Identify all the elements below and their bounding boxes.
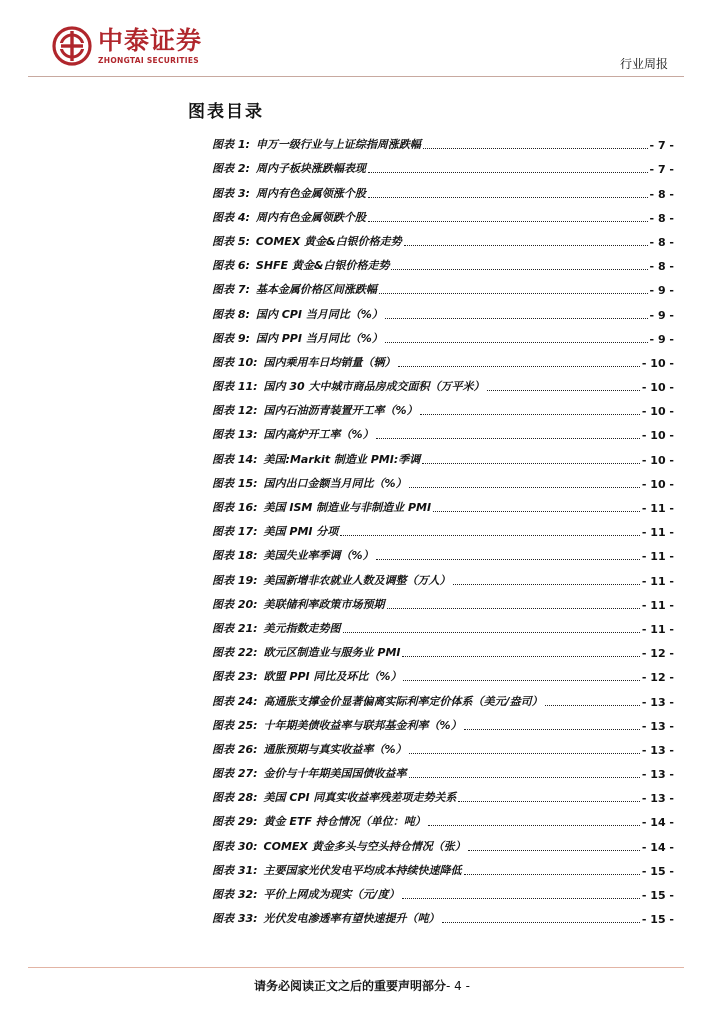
toc-entry[interactable] bbox=[212, 829, 674, 853]
toc-entry[interactable] bbox=[212, 563, 674, 587]
toc-entry[interactable] bbox=[212, 612, 674, 636]
toc-entry-label: 图表 12: bbox=[212, 404, 258, 418]
toc-entry-label: 图表 10: bbox=[212, 355, 258, 369]
toc-entry[interactable] bbox=[212, 805, 674, 829]
toc-dot-leader bbox=[402, 655, 639, 657]
toc-dot-leader bbox=[403, 679, 639, 681]
toc-entry-page: - 14 - bbox=[641, 840, 674, 854]
toc-list bbox=[212, 128, 674, 926]
toc-entry[interactable] bbox=[212, 854, 674, 878]
header-divider bbox=[28, 76, 684, 77]
toc-entry-page: - 9 - bbox=[649, 332, 674, 346]
toc-entry-title: COMEX 黄金多头与空头持仓情况（张） bbox=[263, 839, 466, 853]
page-header bbox=[0, 0, 724, 80]
company-logo bbox=[52, 26, 222, 72]
zhongtai-logo-icon bbox=[52, 26, 92, 66]
toc-entry-title: 美国失业率季调（%） bbox=[263, 549, 374, 563]
toc-entry[interactable] bbox=[212, 273, 674, 297]
toc-entry-page: - 10 - bbox=[641, 453, 674, 467]
toc-entry-page: - 7 - bbox=[649, 139, 674, 153]
toc-entry[interactable] bbox=[212, 781, 674, 805]
toc-entry[interactable] bbox=[212, 515, 674, 539]
toc-entry-title: 申万一级行业与上证综指周涨跌幅 bbox=[255, 138, 421, 152]
toc-entry-label: 图表 27: bbox=[212, 767, 258, 781]
toc-entry-page: - 10 - bbox=[641, 477, 674, 491]
toc-entry-title: 美国 CPI 同真实收益率残差项走势关系 bbox=[263, 791, 457, 805]
toc-entry-page: - 11 - bbox=[641, 598, 674, 612]
toc-entry-label: 图表 25: bbox=[212, 718, 258, 732]
footer-page-number: - 4 - bbox=[446, 979, 470, 993]
toc-entry-label: 图表 6: bbox=[212, 259, 250, 273]
toc-entry[interactable] bbox=[212, 249, 674, 273]
toc-entry[interactable] bbox=[212, 878, 674, 902]
toc-entry-title: COMEX 黄金&白银价格走势 bbox=[255, 234, 402, 248]
toc-dot-leader bbox=[376, 558, 640, 560]
toc-entry[interactable] bbox=[212, 902, 674, 926]
toc-entry-title: SHFE 黄金&白银价格走势 bbox=[255, 259, 390, 273]
toc-entry[interactable] bbox=[212, 757, 674, 781]
toc-entry-label: 图表 15: bbox=[212, 476, 258, 490]
toc-entry-title: 美国 ISM 制造业与非制造业 PMI bbox=[263, 501, 432, 514]
toc-dot-leader bbox=[404, 244, 648, 246]
toc-dot-leader bbox=[398, 365, 640, 367]
toc-entry-label: 图表 19: bbox=[212, 573, 258, 587]
toc-entry-title: 美国 PMI 分项 bbox=[263, 525, 339, 539]
toc-entry-title: 高通胀支撑金价显著偏离实际利率定价体系（美元/盎司） bbox=[263, 694, 543, 708]
toc-entry-title: 美联储利率政策市场预期 bbox=[263, 597, 385, 611]
toc-entry-label: 图表 17: bbox=[212, 525, 258, 539]
toc-entry-title: 国内 CPI 当月同比（%） bbox=[255, 307, 383, 321]
toc-entry-title: 国内乘用车日均销量（辆） bbox=[263, 355, 396, 369]
toc-entry-page: - 15 - bbox=[641, 913, 674, 927]
toc-entry-label: 图表 13: bbox=[212, 428, 258, 442]
toc-dot-leader bbox=[453, 583, 640, 585]
toc-entry[interactable] bbox=[212, 588, 674, 612]
toc-entry-label: 图表 20: bbox=[212, 597, 258, 611]
toc-entry-title: 周内有色金属领跌个股 bbox=[255, 210, 366, 224]
toc-dot-leader bbox=[340, 534, 640, 536]
toc-entry[interactable] bbox=[212, 225, 674, 249]
toc-entry-page: - 7 - bbox=[649, 163, 674, 177]
toc-dot-leader bbox=[385, 341, 648, 343]
toc-entry[interactable] bbox=[212, 418, 674, 442]
toc-entry-label: 图表 22: bbox=[212, 646, 258, 660]
toc-entry-title: 美国新增非农就业人数及调整（万人） bbox=[263, 573, 451, 587]
toc-entry[interactable] bbox=[212, 322, 674, 346]
toc-entry-label: 图表 33: bbox=[212, 912, 258, 926]
toc-dot-leader bbox=[428, 824, 640, 826]
toc-entry-label: 图表 31: bbox=[212, 863, 258, 877]
toc-entry-page: - 15 - bbox=[641, 864, 674, 878]
toc-entry-page: - 11 - bbox=[641, 526, 674, 540]
toc-entry-page: - 12 - bbox=[641, 671, 674, 685]
toc-entry-label: 图表 29: bbox=[212, 815, 258, 829]
toc-entry-page: - 11 - bbox=[641, 502, 674, 515]
toc-entry-label: 图表 5: bbox=[212, 234, 250, 248]
toc-entry-title: 国内 30 大中城市商品房成交面积（万平米） bbox=[263, 380, 485, 394]
toc-entry[interactable] bbox=[212, 128, 674, 152]
toc-entry[interactable] bbox=[212, 636, 674, 660]
toc-entry[interactable] bbox=[212, 467, 674, 491]
toc-entry[interactable] bbox=[212, 176, 674, 200]
toc-entry-page: - 14 - bbox=[641, 816, 674, 830]
toc-entry-label: 图表 2: bbox=[212, 162, 250, 176]
toc-entry-label: 图表 4: bbox=[212, 210, 250, 224]
toc-entry-page: - 8 - bbox=[649, 187, 674, 201]
toc-entry-label: 图表 7: bbox=[212, 283, 250, 297]
toc-entry[interactable] bbox=[212, 152, 674, 176]
toc-entry-title: 主要国家光伏发电平均成本持续快速降低 bbox=[263, 863, 462, 877]
toc-entry-label: 图表 1: bbox=[212, 138, 250, 152]
toc-entry-label: 图表 32: bbox=[212, 888, 258, 901]
page-footer bbox=[0, 977, 724, 994]
toc-entry-page: - 8 - bbox=[649, 260, 674, 274]
toc-dot-leader bbox=[433, 510, 640, 512]
toc-entry-page: - 9 - bbox=[649, 308, 674, 322]
toc-entry-title: 周内有色金属领涨个股 bbox=[255, 186, 366, 200]
toc-entry-title: 基本金属价格区间涨跌幅 bbox=[255, 283, 377, 297]
toc-entry-page: - 8 - bbox=[649, 235, 674, 249]
toc-dot-leader bbox=[409, 486, 640, 488]
toc-entry-label: 图表 14: bbox=[212, 452, 258, 466]
toc-entry-label: 图表 18: bbox=[212, 549, 258, 563]
toc-entry-label: 图表 30: bbox=[212, 839, 258, 853]
toc-entry-title: 十年期美债收益率与联邦基金利率（%） bbox=[263, 718, 462, 732]
toc-entry[interactable] bbox=[212, 442, 674, 466]
toc-dot-leader bbox=[468, 849, 640, 851]
report-type-label: 行业周报 bbox=[619, 57, 668, 71]
toc-entry-page: - 10 - bbox=[641, 381, 674, 395]
toc-entry-title: 通胀预期与真实收益率（%） bbox=[263, 742, 407, 756]
toc-entry-page: - 10 - bbox=[641, 429, 674, 443]
toc-entry-label: 图表 24: bbox=[212, 694, 258, 708]
toc-dot-leader bbox=[391, 268, 647, 270]
logo-english-name: ZHONGTAI SECURITIES bbox=[98, 56, 199, 65]
toc-dot-leader bbox=[368, 196, 648, 198]
toc-entry[interactable] bbox=[212, 709, 674, 733]
toc-entry-title: 欧盟 PPI 同比及环比（%） bbox=[263, 670, 402, 684]
logo-chinese-name: 中泰证券 bbox=[98, 26, 203, 55]
toc-entry-title: 金价与十年期美国国债收益率 bbox=[263, 767, 407, 781]
toc-title: 图表目录 bbox=[188, 102, 264, 122]
toc-dot-leader bbox=[385, 317, 648, 319]
toc-entry-page: - 10 - bbox=[641, 356, 674, 370]
toc-entry[interactable] bbox=[212, 491, 674, 515]
toc-entry[interactable] bbox=[212, 684, 674, 708]
toc-entry[interactable] bbox=[212, 394, 674, 418]
toc-entry-label: 图表 23: bbox=[212, 670, 258, 684]
toc-entry-title: 平价上网成为现实（元/度） bbox=[263, 888, 400, 901]
toc-entry-title: 国内高炉开工率（%） bbox=[263, 428, 374, 442]
toc-entry[interactable] bbox=[212, 370, 674, 394]
toc-entry-title: 美元指数走势图 bbox=[263, 621, 341, 635]
toc-dot-leader bbox=[343, 631, 640, 633]
toc-dot-leader bbox=[368, 171, 648, 173]
toc-entry-title: 光伏发电渗透率有望快速提升（吨） bbox=[263, 912, 440, 926]
toc-entry-label: 图表 3: bbox=[212, 186, 250, 200]
toc-dot-leader bbox=[379, 292, 648, 294]
toc-entry-label: 图表 28: bbox=[212, 791, 258, 805]
toc-dot-leader bbox=[420, 413, 640, 415]
toc-dot-leader bbox=[487, 389, 640, 391]
toc-dot-leader bbox=[402, 897, 640, 899]
toc-entry-page: - 9 - bbox=[649, 284, 674, 298]
toc-entry-label: 图表 9: bbox=[212, 331, 250, 345]
toc-dot-leader bbox=[423, 147, 648, 149]
toc-entry[interactable] bbox=[212, 539, 674, 563]
toc-entry-title: 黄金 ETF 持仓情况（单位：吨） bbox=[263, 815, 426, 829]
toc-entry-title: 国内出口金额当月同比（%） bbox=[263, 476, 407, 490]
toc-dot-leader bbox=[387, 607, 640, 609]
toc-entry-label: 图表 11: bbox=[212, 380, 258, 394]
toc-dot-leader bbox=[409, 776, 640, 778]
toc-dot-leader bbox=[545, 704, 640, 706]
toc-dot-leader bbox=[422, 462, 640, 464]
toc-entry-label: 图表 21: bbox=[212, 621, 258, 635]
toc-entry-page: - 13 - bbox=[641, 743, 674, 757]
toc-entry-page: - 10 - bbox=[641, 405, 674, 419]
toc-entry-title: 美国:Markit 制造业 PMI:季调 bbox=[263, 452, 421, 466]
toc-entry-page: - 12 - bbox=[641, 647, 674, 661]
toc-entry-title: 周内子板块涨跌幅表现 bbox=[255, 162, 366, 176]
toc-dot-leader bbox=[464, 873, 640, 875]
footer-disclaimer: 请务必阅读正文之后的重要声明部分 bbox=[254, 979, 447, 993]
toc-entry-page: - 8 - bbox=[649, 211, 674, 225]
toc-entry[interactable] bbox=[212, 297, 674, 321]
toc-entry-label: 图表 26: bbox=[212, 742, 258, 756]
toc-dot-leader bbox=[368, 220, 648, 222]
toc-entry-title: 国内 PPI 当月同比（%） bbox=[255, 331, 383, 345]
toc-entry-page: - 11 - bbox=[641, 550, 674, 564]
toc-entry-page: - 13 - bbox=[641, 719, 674, 733]
toc-entry[interactable] bbox=[212, 201, 674, 225]
toc-dot-leader bbox=[464, 728, 640, 730]
toc-entry-title: 欧元区制造业与服务业 PMI bbox=[263, 646, 401, 660]
toc-dot-leader bbox=[442, 921, 640, 923]
toc-entry[interactable] bbox=[212, 346, 674, 370]
toc-dot-leader bbox=[409, 752, 640, 754]
toc-entry[interactable] bbox=[212, 733, 674, 757]
footer-divider bbox=[28, 967, 684, 968]
toc-entry-title: 国内石油沥青装置开工率（%） bbox=[263, 404, 418, 418]
toc-entry-page: - 13 - bbox=[641, 768, 674, 782]
toc-entry[interactable] bbox=[212, 660, 674, 684]
toc-dot-leader bbox=[458, 800, 639, 802]
toc-entry-page: - 13 - bbox=[641, 695, 674, 709]
toc-entry-label: 图表 16: bbox=[212, 501, 258, 514]
toc-entry-page: - 11 - bbox=[641, 622, 674, 636]
toc-entry-page: - 11 - bbox=[641, 574, 674, 588]
toc-entry-page: - 15 - bbox=[641, 889, 674, 902]
toc-dot-leader bbox=[376, 437, 640, 439]
toc-entry-label: 图表 8: bbox=[212, 307, 250, 321]
toc-entry-page: - 13 - bbox=[641, 792, 674, 806]
